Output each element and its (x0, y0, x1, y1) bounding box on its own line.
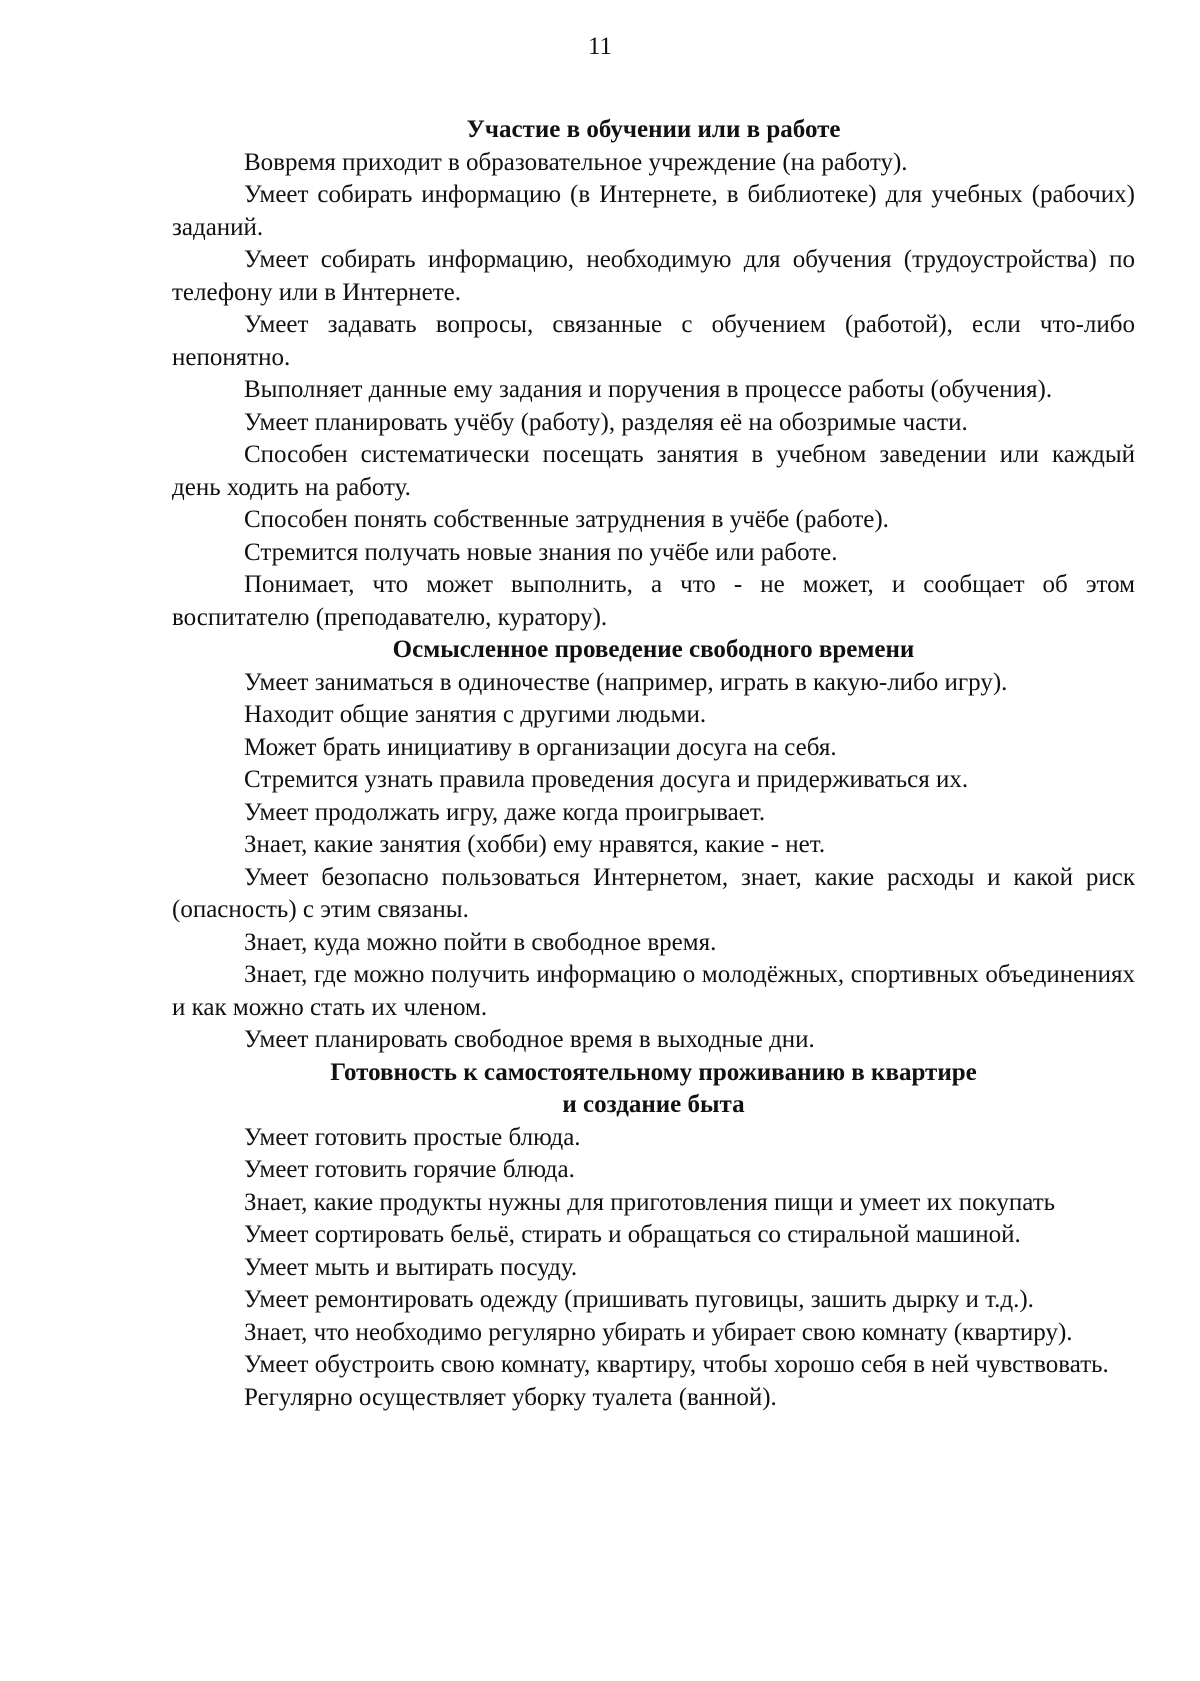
list-item: Знает, что необходимо регулярно убирать и убирает свою комнату (квартиру). (244, 1318, 1073, 1346)
list-item: Понимает, что может выполнить, а что - не может, и сообщает об этом воспитателю (преподавателю, куратору). (172, 571, 1135, 631)
list-item: Умеет ремонтировать одежду (пришивать пуговицы, зашить дырку и т.д.). (244, 1286, 1034, 1313)
document-body (172, 114, 1135, 1414)
list-item: Способен систематически посещать занятия в учебном заведении или каждый день ходить на работу. (172, 441, 1135, 501)
page-number: 11 (587, 33, 613, 60)
list-item: Стремится получать новые знания по учёбе или работе. (244, 538, 838, 566)
list-item: Способен понять собственные затруднения в учёбе (работе). (244, 506, 889, 533)
list-item: Умеет мыть и вытирать посуду. (244, 1253, 578, 1281)
list-item: Умеет сортировать бельё, стирать и обращаться со стиральной машиной. (244, 1221, 1021, 1248)
section-heading-leisure: Осмысленное проведение свободного времени (392, 636, 915, 663)
list-item: Знает, где можно получить информацию о молодёжных, спортивных объединениях и как можно стать их членом. (172, 961, 1135, 1021)
list-item: Регулярно осуществляет уборку туалета (ванной). (244, 1383, 777, 1411)
list-item: Умеет обустроить свою комнату, квартиру, чтобы хорошо себя в ней чувствовать. (244, 1351, 1109, 1378)
list-item: Может брать инициативу в организации досуга на себя. (244, 733, 837, 761)
section-heading-education-work: Участие в обучении или в работе (466, 116, 841, 143)
list-item: Находит общие занятия с другими людьми. (244, 701, 707, 728)
list-item: Умеет планировать свободное время в выходные дни. (244, 1026, 815, 1053)
list-item: Умеет собирать информацию (в Интернете, в библиотеке) для учебных (рабочих) заданий. (172, 181, 1135, 241)
list-item: Знает, какие занятия (хобби) ему нравятся, какие - нет. (244, 831, 826, 858)
list-item: Выполняет данные ему задания и поручения в процессе работы (обучения). (244, 376, 1053, 403)
list-item: Вовремя приходит в образовательное учреждение (на работу). (244, 148, 908, 176)
list-item: Стремится узнать правила проведения досуга и придерживаться их. (244, 766, 969, 793)
list-item: Знает, какие продукты нужны для приготовления пищи и умеет их покупать (244, 1188, 1056, 1216)
list-item: Умеет планировать учёбу (работу), разделяя её на обозримые части. (244, 408, 968, 436)
list-item: Умеет продолжать игру, даже когда проигрывает. (244, 798, 766, 826)
list-item: Умеет задавать вопросы, связанные с обучением (работой), если что-либо непонятно. (172, 311, 1135, 371)
list-item: Умеет заниматься в одиночестве (например, играть в какую-либо игру). (244, 668, 1008, 696)
list-item: Знает, куда можно пойти в свободное время. (244, 928, 717, 956)
list-item: Умеет готовить простые блюда. (244, 1123, 581, 1151)
section-heading-independent-living-line2: и создание быта (562, 1091, 745, 1118)
section-heading-independent-living-line1: Готовность к самостоятельному проживанию в квартире (330, 1058, 977, 1086)
list-item: Умеет собирать информацию, необходимую для обучения (трудоустройства) по телефону или в Интернете. (172, 246, 1135, 306)
list-item: Умеет готовить горячие блюда. (244, 1156, 575, 1183)
list-item: Умеет безопасно пользоваться Интернетом, знает, какие расходы и какой риск (опасность) с этим связаны. (172, 863, 1135, 923)
